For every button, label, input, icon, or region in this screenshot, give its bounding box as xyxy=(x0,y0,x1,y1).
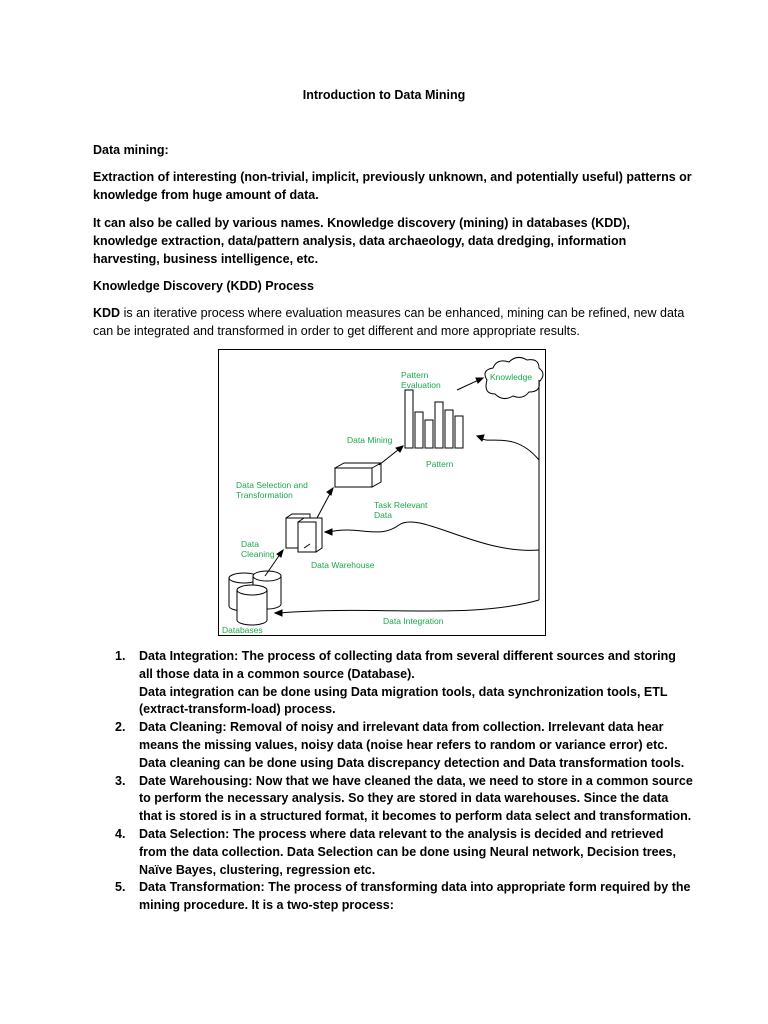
label-databases: Databases xyxy=(222,625,263,635)
kdd-intro-paragraph xyxy=(93,304,693,340)
database-cylinders xyxy=(229,571,281,625)
step-extra-tail: process. xyxy=(280,702,336,717)
list-number: 1. xyxy=(115,649,126,663)
step-text: Now that we have cleaned the data, we need to store in a common source to perform the necessary analysis. So they are stored in data warehouses. Since the data that is stored is in a structured format, it becomes to perform data select and transformation. xyxy=(139,773,693,824)
feedback-loop-mining xyxy=(481,438,539,460)
list-item xyxy=(93,648,693,719)
feedback-loop-integration xyxy=(279,600,539,613)
arrowhead xyxy=(476,378,483,383)
label-pattern: Pattern xyxy=(426,459,454,469)
arrowhead xyxy=(277,550,283,557)
label-pattern-evaluation-1: Pattern xyxy=(401,370,429,380)
step-name: Date Warehousing: xyxy=(139,773,253,788)
step-extra-bold: Data migration tools, data synchronization tools, ETL (extract-transform-load) xyxy=(139,684,668,717)
list-item xyxy=(93,826,693,879)
label-knowledge: Knowledge xyxy=(490,372,533,382)
list-number: 3. xyxy=(115,773,126,788)
kdd-diagram-svg xyxy=(219,350,545,635)
label-data-mining: Data Mining xyxy=(347,435,393,445)
step-name: Data Integration: xyxy=(139,649,239,663)
pattern-bars xyxy=(405,390,463,448)
step-extra-lead: Data cleaning can be done using xyxy=(139,755,337,770)
kdd-process-diagram xyxy=(218,349,546,636)
arrowhead xyxy=(275,610,282,616)
step-text: The process where data relevant to the analysis is decided and retrieved from the data collection. Data Selection can be done using xyxy=(139,826,664,859)
label-cleaning-1: Data xyxy=(241,539,259,549)
label-task-relevant-2: Data xyxy=(374,510,392,520)
step-extra-bold: Data discrepancy detection and Data transformation tools. xyxy=(336,755,685,770)
kdd-intro-lead: KDD xyxy=(93,306,121,320)
arrowhead xyxy=(325,529,332,535)
step-extra-lead: Data integration can be done using xyxy=(139,684,351,699)
step-extra-bold: Neural network, Decision trees, Naïve Bayes, clustering, regression etc. xyxy=(139,844,676,877)
arrowhead xyxy=(327,488,333,495)
list-number: 4. xyxy=(115,826,126,841)
kdd-heading: Knowledge Discovery (KDD) Process xyxy=(93,279,314,293)
step-text: Removal of noisy and irrelevant data from collection. Irrelevant data hear means the missing values, noisy data (noise hear refers to random or variance error) etc. xyxy=(139,720,668,752)
step-text: The process of collecting data from several different sources and storing all those data in a common source (Database). xyxy=(139,649,676,681)
step-name: Data Cleaning: xyxy=(139,720,227,735)
aliases-paragraph: It can also be called by various names. Knowledge discovery (mining) in databases (KDD), knowledge extraction, data/pattern analysis, data archaeology, data dredging, information harvesting, business intelligence, etc. xyxy=(93,216,630,266)
step-text: The process of transforming data into appropriate form required by the mining procedure. It is a two-step process: xyxy=(139,880,691,913)
label-pattern-evaluation-2: Evaluation xyxy=(401,380,441,390)
step-name: Data Transformation: xyxy=(139,880,265,895)
label-selection-2: Transformation xyxy=(236,490,293,500)
label-integration: Data Integration xyxy=(383,616,444,626)
data-mining-heading: Data mining: xyxy=(93,143,169,157)
label-warehouse: Data Warehouse xyxy=(311,560,375,570)
kdd-steps-list xyxy=(93,648,693,915)
task-relevant-data-box xyxy=(335,463,381,487)
arrowhead xyxy=(477,435,484,441)
label-selection-1: Data Selection and xyxy=(236,480,308,490)
list-number: 2. xyxy=(115,720,126,735)
page-title: Introduction to Data Mining xyxy=(302,88,466,102)
label-cleaning-2: Cleaning xyxy=(241,549,275,559)
list-item xyxy=(93,879,693,915)
list-number: 5. xyxy=(115,880,126,895)
kdd-intro-rest: is an iterative process where evaluation measures can be enhanced, mining can be refined, new data can be integrated and transformed in order to get different and more appropriate results. xyxy=(93,306,685,338)
definition-paragraph: Extraction of interesting (non-trivial, implicit, previously unknown, and potentially useful) patterns or knowledge from huge amount of data. xyxy=(93,170,692,202)
list-item xyxy=(93,773,693,826)
data-warehouse-boxes xyxy=(286,514,322,552)
step-name: Data Selection: xyxy=(139,826,230,841)
label-task-relevant-1: Task Relevant xyxy=(374,500,428,510)
feedback-loop-cleaning xyxy=(329,522,539,550)
list-item xyxy=(93,719,693,772)
